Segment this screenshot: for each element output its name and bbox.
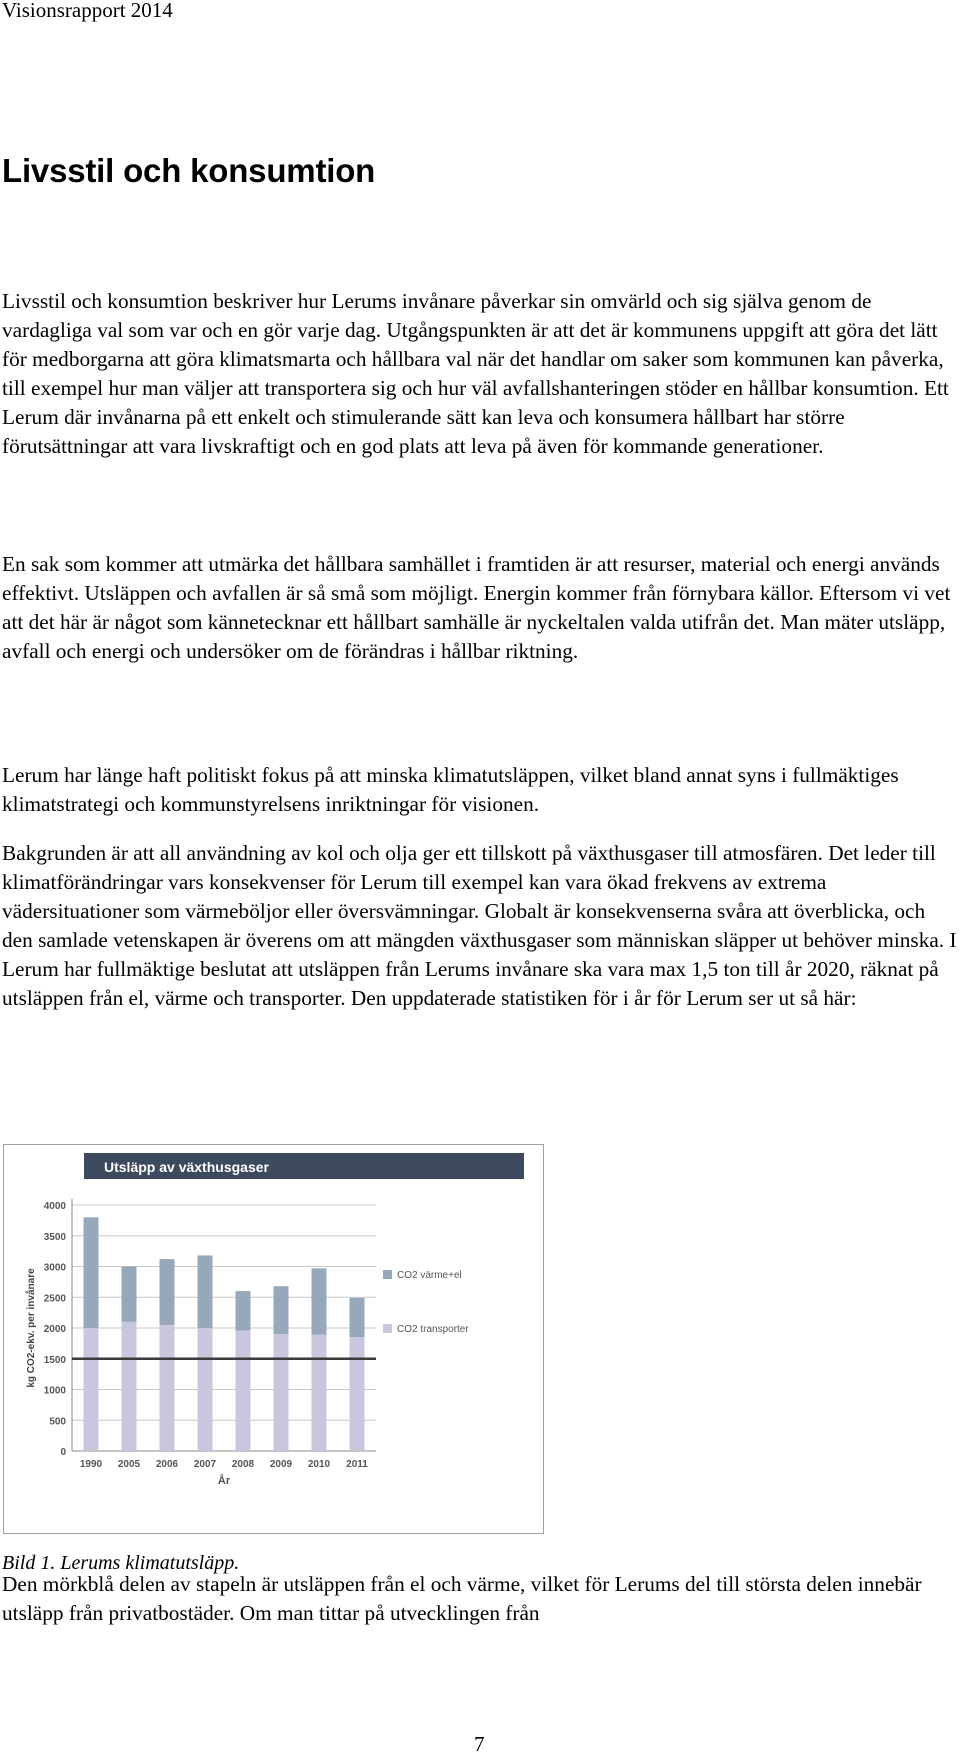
legend-label: CO2 transporter bbox=[397, 1324, 469, 1335]
y-tick-label: 2500 bbox=[43, 1293, 66, 1305]
x-tick-label: 1990 bbox=[79, 1459, 103, 1470]
paragraph-chart-explanation: Den mörkblå delen av stapeln är utsläppen från el och värme, vilket för Lerums del till största delen innebär utsläpp från privatbostäder. Om man tittar på utvecklingen från bbox=[2, 1572, 922, 1625]
bar-segment-transport bbox=[236, 1330, 251, 1451]
chart-title: Utsläpp av växthusgaser bbox=[104, 1159, 269, 1175]
bar-segment-transport bbox=[122, 1322, 137, 1451]
bar-segment-transport bbox=[198, 1328, 213, 1451]
bar-segment-transport bbox=[160, 1325, 175, 1451]
y-tick-label: 4000 bbox=[43, 1201, 66, 1212]
x-tick-label: 2009 bbox=[269, 1459, 293, 1470]
x-axis-label: År bbox=[217, 1475, 231, 1487]
bar-segment-transport bbox=[274, 1334, 289, 1451]
running-header: Visionsrapport 2014 bbox=[2, 0, 173, 22]
x-tick-label: 2007 bbox=[193, 1459, 217, 1470]
paragraph-sustainable-society: En sak som kommer att utmärka det hållbara samhället i framtiden är att resurser, material och energi används effektivt. Utsläppen och avfallen är så små som möjligt. Energin kommer från förnybara källor. Eftersom vi vet att det här är något som kännetecknar ett hållbart samhälle är nyckeltalen valda utifrån det. Man mäter utsläpp, avfall och energi och undersöker om de förändras i hållbar riktning. bbox=[2, 552, 951, 663]
bar-segment-heat-electricity bbox=[312, 1268, 327, 1334]
bar-segment-heat-electricity bbox=[198, 1255, 213, 1328]
figure-caption: Bild 1. Lerums klimatutsläpp. bbox=[2, 1552, 240, 1574]
x-tick-label: 2005 bbox=[117, 1459, 141, 1470]
paragraph-intro: Livsstil och konsumtion beskriver hur Lerums invånare påverkar sin omvärld och sig själva genom de vardagliga val som var och en gör varje dag. Utgångspunkten är att det är kommunens uppgift att göra det lätt för medborgarna att göra klimatsmarta och hållbara val när det handlar om saker som kommunen kan påverka, till exempel hur man väljer att transportera sig och hur väl avfallshanteringen stöder en hållbar konsumtion. Ett Lerum där invånarna på ett enkelt och stimulerande sätt kan leva och konsumera hållbart har större förutsättningar att vara livskraftigt och en god plats att leva på även för kommande generationer. bbox=[2, 289, 949, 458]
y-tick-label: 0 bbox=[60, 1447, 66, 1458]
y-tick-label: 1500 bbox=[43, 1354, 66, 1366]
x-tick-label: 2011 bbox=[346, 1459, 368, 1470]
legend-swatch bbox=[383, 1324, 392, 1333]
legend-swatch bbox=[383, 1270, 392, 1279]
bar-segment-heat-electricity bbox=[122, 1267, 137, 1322]
bar-segment-transport bbox=[312, 1335, 327, 1451]
legend-label: CO2 värme+el bbox=[397, 1270, 462, 1281]
y-tick-label: 3000 bbox=[43, 1262, 66, 1274]
x-tick-label: 2008 bbox=[231, 1459, 255, 1470]
page-number: 7 bbox=[474, 1732, 485, 1756]
emissions-chart bbox=[3, 1144, 544, 1534]
y-tick-label: 1000 bbox=[43, 1385, 66, 1397]
bar-segment-heat-electricity bbox=[84, 1217, 99, 1328]
y-tick-label: 500 bbox=[49, 1416, 66, 1428]
bar-segment-transport bbox=[350, 1337, 365, 1451]
y-tick-label: 2000 bbox=[43, 1324, 66, 1335]
x-tick-label: 2010 bbox=[307, 1459, 331, 1470]
bar-segment-heat-electricity bbox=[274, 1286, 289, 1334]
section-title: Livsstil och konsumtion bbox=[2, 152, 376, 189]
paragraph-political-focus: Lerum har länge haft politiskt fokus på att minska klimatutsläppen, vilket bland annat syns i fullmäktiges klimatstrategi och kommunstyrelsens inriktningar för visionen. bbox=[2, 763, 899, 816]
chart-svg bbox=[4, 1145, 543, 1533]
bar-segment-heat-electricity bbox=[236, 1291, 251, 1330]
bar-segment-heat-electricity bbox=[350, 1298, 365, 1337]
y-axis-label: kg CO2-ekv. per invånare bbox=[26, 1268, 37, 1388]
y-tick-label: 3500 bbox=[43, 1231, 66, 1243]
bar-segment-heat-electricity bbox=[160, 1259, 175, 1325]
x-tick-label: 2006 bbox=[155, 1459, 179, 1470]
bar-segment-transport bbox=[84, 1328, 99, 1451]
paragraph-background: Bakgrunden är att all användning av kol och olja ger ett tillskott på växthusgaser till atmosfären. Det leder till klimatförändringar vars konsekvenser för Lerum till exempel kan vara ökad frekvens av extrema vädersituationer som värmeböljor eller översvämningar. Globalt är konsekvenserna svåra att överblicka, och den samlade vetenskapen är överens om att mängden växthusgaser som människan släpper ut behöver minska. I Lerum har fullmäktige beslutat att utsläppen från Lerums invånare ska vara max 1,5 ton till år 2020, räknat på utsläppen från el, värme och transporter. Den uppdaterade statistiken för i år för Lerum ser ut så här: bbox=[2, 841, 957, 1010]
